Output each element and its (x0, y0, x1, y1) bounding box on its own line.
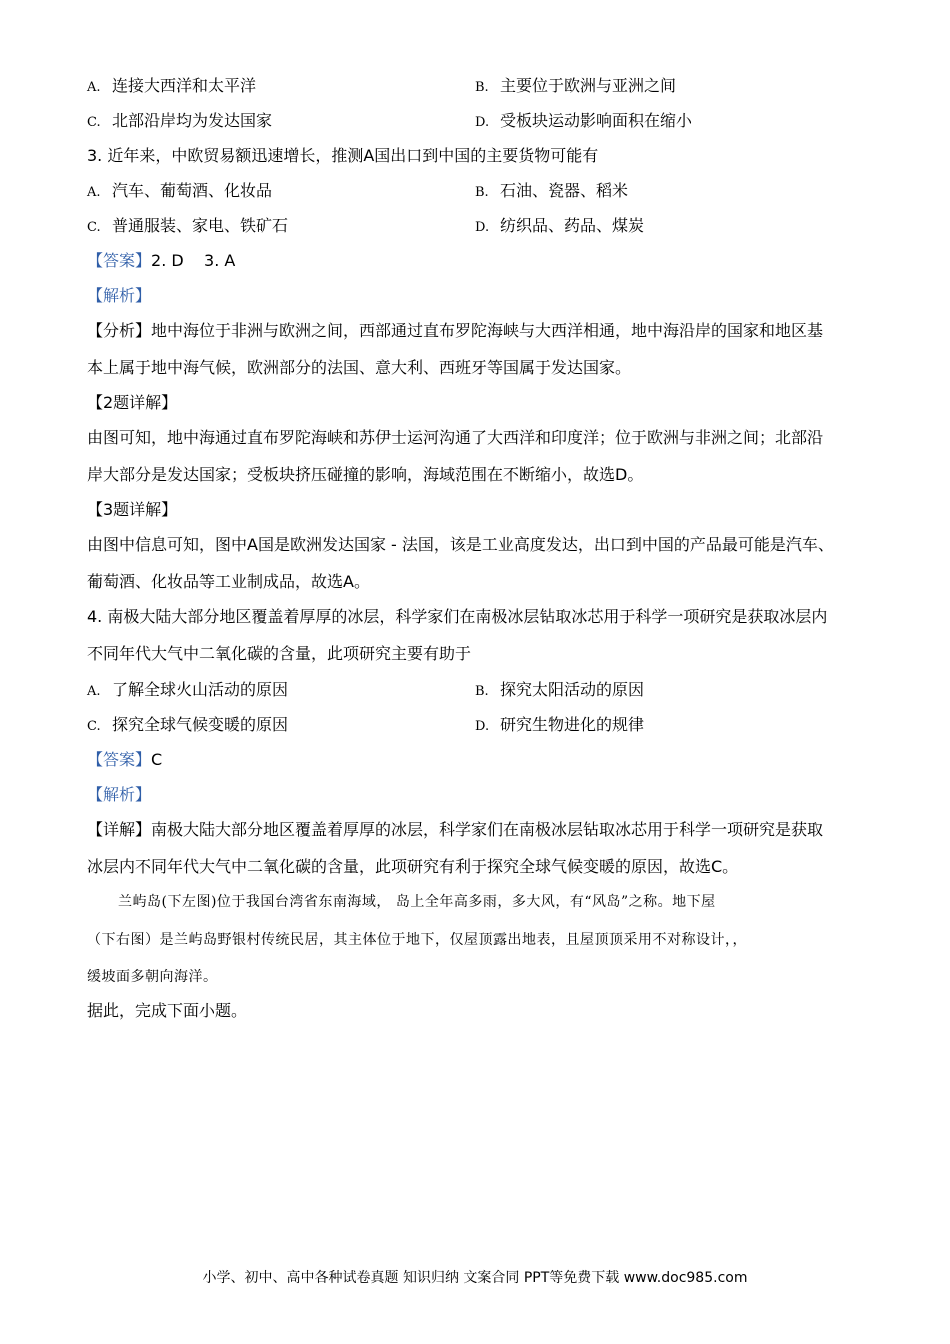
fenxi-paragraph-line-2: 本上属于地中海气候，欧洲部分的法国、意大利、西班牙等国属于发达国家。 (87, 358, 632, 377)
q3-detail-line-2: 葡萄酒、化妆品等工业制成品，故选A。 (87, 572, 370, 591)
q4-stem-line-2: 不同年代大气中二氧化碳的含量，此项研究主要有助于 (87, 644, 472, 663)
option-letter: B. (475, 185, 489, 200)
analysis-tag-2: 【解析】 (87, 785, 152, 804)
detail-tag: 【详解】 (87, 820, 152, 839)
detail-paragraph-line-1 (87, 819, 823, 841)
option-text: 探究全球气候变暖的原因 (112, 715, 289, 734)
q3-option-c (87, 215, 288, 239)
q2-detail-line-1: 由图可知，地中海通过直布罗陀海峡和苏伊士运河沟通了大西洋和印度洋；位于欧洲与非洲之间；北部沿 (87, 428, 824, 447)
fenxi-text: 地中海位于非洲与欧洲之间，西部通过直布罗陀海峡与大西洋相通，地中海沿岸的国家和地区基 (151, 321, 824, 340)
answer-tag: 【答案】 (87, 750, 152, 769)
option-letter: A. (87, 185, 101, 200)
answer-line (87, 250, 235, 272)
option-text: 石油、瓷器、稻米 (500, 181, 629, 200)
option-text: 纺织品、药品、煤炭 (500, 216, 645, 235)
passage-line-3: 缓坡面多朝向海洋。 (87, 969, 218, 985)
fenxi-tag: 【分析】 (87, 321, 152, 340)
option-text: 连接大西洋和太平洋 (112, 76, 257, 95)
q4-option-a (87, 679, 288, 703)
q4-stem-line-1: 4. 南极大陆大部分地区覆盖着厚厚的冰层，科学家们在南极冰层钻取冰芯用于科学一项研究是获取冰层内 (87, 607, 828, 626)
answer-tag: 【答案】 (87, 251, 152, 270)
detail-text: 南极大陆大部分地区覆盖着厚厚的冰层，科学家们在南极冰层钻取冰芯用于科学一项研究是获取 (151, 820, 824, 839)
q2-option-d (475, 110, 692, 134)
option-text: 普通服装、家电、铁矿石 (112, 216, 289, 235)
q3-option-a (87, 180, 272, 204)
option-text: 北部沿岸均为发达国家 (112, 111, 273, 130)
answer-value: 2. D 3. A (151, 251, 236, 270)
option-letter: A. (87, 80, 101, 95)
option-text: 汽车、葡萄酒、化妆品 (112, 181, 273, 200)
option-text: 受板块运动影响面积在缩小 (500, 111, 693, 130)
q4-option-c (87, 714, 288, 738)
option-letter: D. (475, 220, 490, 235)
option-letter: A. (87, 684, 101, 699)
q2-detail-tag: 【2题详解】 (87, 393, 178, 412)
q2-option-c (87, 110, 272, 134)
option-letter: B. (475, 684, 489, 699)
passage-line-2: （下右图）是兰屿岛野银村传统民居，其主体位于地下，仅屋顶露出地表，且屋顶顶采用不对称设计，， (87, 932, 747, 948)
answer-value: C (151, 750, 163, 769)
option-text: 了解全球火山活动的原因 (112, 680, 289, 699)
analysis-tag: 【解析】 (87, 286, 152, 305)
q4-option-b (475, 679, 644, 703)
option-letter: C. (87, 719, 101, 734)
option-text: 主要位于欧洲与亚洲之间 (500, 76, 677, 95)
q2-option-a (87, 75, 256, 99)
option-letter: B. (475, 80, 489, 95)
q3-option-b (475, 180, 628, 204)
q2-detail-line-2: 岸大部分是发达国家；受板块挤压碰撞的影响，海域范围在不断缩小，故选D。 (87, 465, 644, 484)
option-letter: C. (87, 220, 101, 235)
option-text: 探究太阳活动的原因 (500, 680, 645, 699)
q4-option-d (475, 714, 644, 738)
q2-option-b (475, 75, 676, 99)
q3-detail-tag: 【3题详解】 (87, 500, 178, 519)
detail-paragraph-line-2: 冰层内不同年代大气中二氧化碳的含量，此项研究有利于探究全球气候变暖的原因，故选C。 (87, 857, 739, 876)
option-letter: C. (87, 115, 101, 130)
answer-line-2 (87, 749, 162, 771)
page-footer: 小学、初中、高中各种试卷真题 知识归纳 文案合同 PPT等免费下载 www.doc985.com (202, 1270, 748, 1286)
q3-option-d (475, 215, 644, 239)
passage-line-1: 兰屿岛(下左图)位于我国台湾省东南海域， 岛上全年高多雨，多大风，有“风岛”之称。地下屋 (118, 894, 716, 910)
passage-instruction: 据此，完成下面小题。 (87, 1001, 248, 1020)
q3-detail-line-1: 由图中信息可知，图中A国是欧洲发达国家 - 法国，该是工业高度发达，出口到中国的产品最可能是汽车、 (87, 535, 834, 554)
option-text: 研究生物进化的规律 (500, 715, 645, 734)
option-letter: D. (475, 719, 490, 734)
option-letter: D. (475, 115, 490, 130)
q3-stem: 3. 近年来，中欧贸易额迅速增长，推测A国出口到中国的主要货物可能有 (87, 146, 599, 165)
fenxi-paragraph-line-1 (87, 320, 823, 342)
